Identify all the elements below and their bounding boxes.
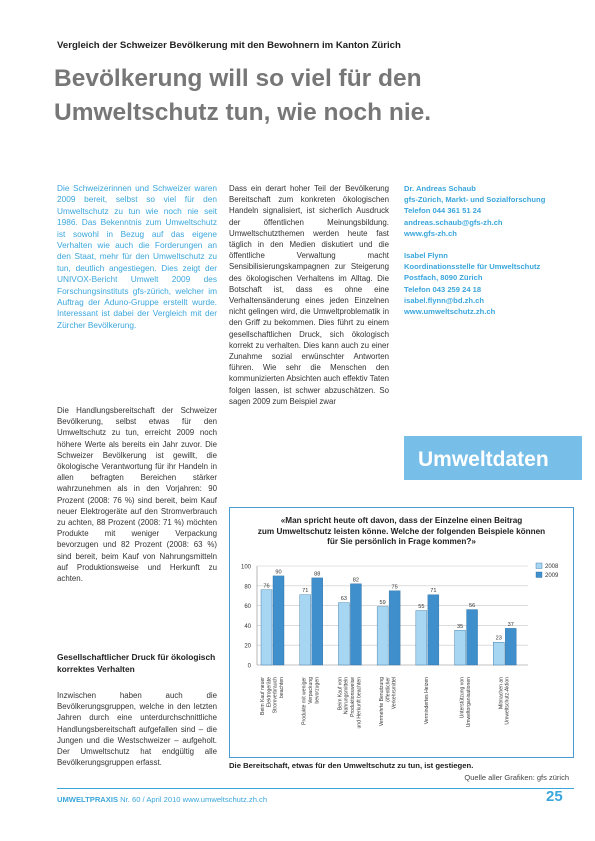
- bar-2009: [312, 578, 323, 665]
- y-tick-label: 20: [244, 643, 251, 650]
- bar-2009: [273, 576, 284, 665]
- footer-issue: Nr. 60 / April 2010: [120, 795, 181, 804]
- contact-website-link[interactable]: www.umweltschutz.zh.ch: [404, 307, 496, 317]
- contact-email-link[interactable]: andreas.schaub@gfs-zh.ch: [404, 217, 503, 227]
- x-category-label: Unterstützung von: [459, 677, 466, 719]
- contact-organisation: gfs-Zürich, Markt- und Sozialforschung: [404, 195, 546, 205]
- chart-caption: Die Bereitschaft, etwas für den Umweltschutz zu tun, ist gestiegen.: [229, 761, 474, 770]
- y-tick-label: 0: [247, 663, 251, 670]
- bar-2008: [455, 630, 466, 665]
- x-category-label: Verpackung: [308, 677, 315, 704]
- lead-paragraph: [57, 183, 217, 331]
- x-category-label: Nahrungsmitteln: [343, 677, 350, 715]
- data-label: 23: [495, 635, 502, 642]
- data-label: 76: [263, 583, 270, 590]
- contact-name: Isabel Flynn: [404, 251, 448, 261]
- x-category-label: Verkehrsmittel: [391, 677, 398, 710]
- data-label: 71: [302, 588, 309, 595]
- bar-2009: [467, 610, 478, 665]
- x-category-label: bevorzugen: [314, 677, 321, 704]
- data-label: 90: [275, 569, 282, 576]
- x-category-label: Vermehrte Benutzung: [379, 677, 386, 727]
- contact-phone: Telefon 043 259 24 18: [404, 284, 482, 294]
- contact-name: Dr. Andreas Schaub: [404, 184, 476, 193]
- bar-2008: [261, 590, 272, 665]
- data-label: 59: [379, 600, 386, 607]
- y-tick-label: 40: [244, 623, 251, 630]
- article-headline: [54, 62, 574, 130]
- x-category-label: Beim Kauf neuer: [260, 677, 266, 715]
- chart-title-line: zum Umweltschutz leisten könne. Welche der folgenden Beispiele können: [257, 526, 546, 536]
- lead-text: Die Schweizerinnen und Schweizer waren 2009 bereit, selbst so viel für den Umweltschutz zu tun wie noch nie seit 1986. Das Bekenntnis zum Umweltschutz ist sowohl in Bezug auf das eigene Verhalten wie auch die Forderungen an den Staat, mehr für den Umweltschutz zu tun, deutlich angestiegen. Dies zeigt der UNIVOX-Bericht Umwelt 2009 des Forschungsinstituts gfs-zürich, welcher im Auftrag der Aduno-Gruppe erstellt wurde. Interessant ist dabei der Vergleich mit der Zürcher Bevölkerung.: [57, 183, 217, 330]
- headline-line-2: Umweltschutz tun, wie noch nie.: [54, 99, 432, 126]
- body-column-2: [229, 183, 389, 407]
- y-tick-label: 60: [244, 604, 251, 611]
- bar-2009: [389, 591, 400, 665]
- page-number: 25: [546, 788, 563, 805]
- article-kicker: Vergleich der Schweizer Bevölkerung mit den Bewohnern im Kanton Zürich: [57, 40, 401, 51]
- data-label: 75: [391, 584, 398, 591]
- body-paragraph-3: Dass ein derart hoher Teil der Bevölkerung Bereitschaft zum konkreten ökologischen Handeln signalisiert, ist sicherlich Ausdruck der öffentlichen Meinungsbildung. Umweltschutzthemen werden heute fast täglich in den Medien diskutiert und die öffentliche Verwaltung macht Sensibilisierungskampagnen zur Steigerung des ökologischen Verhaltens im Alltag. Die Botschaft ist, dass es ohne eine Verhaltensänderung eines jeden Einzelnen nicht gelingen wird, die Umweltproblematik in den Griff zu bekommen. Dies führt zu einem gesellschaftlichen Druck, sich ökologisch korrekt zu verhalten. Dies kann auch zu einer Zunahme sozial erwünschter Antworten führen. Wie sehr die Menschen den kommunizierten Absichten auch effektiv Taten folgen lassen, ist schwer abzuschätzen. So sagen 2009 zum Beispiel zwar: [229, 184, 389, 406]
- headline-line-1: Bevölkerung will so viel für den: [54, 65, 422, 92]
- bar-2008: [493, 642, 504, 665]
- x-category-label: Stromverbrauch: [272, 677, 279, 714]
- data-label: 82: [352, 577, 360, 584]
- x-category-label: Beim Kauf von: [337, 677, 344, 711]
- footer-rule: [57, 788, 574, 789]
- data-label: 37: [507, 621, 514, 628]
- bar-2009: [350, 584, 361, 665]
- chart-source: Quelle aller Grafiken: gfs zürich: [464, 773, 569, 782]
- data-label: 88: [314, 571, 321, 578]
- body-paragraph-2: Inzwischen haben auch die Bevölkerungsgruppen, welche in den letzten Jahren durch eine unterdurchschnittliche Handlungsbereitschaft aufgefallen sind – die Jungen und die Westschweizer – aufgeholt. Der Umweltschutz hat endgültig alle Bevölkerungsgruppen erfasst.: [57, 691, 217, 768]
- legend-swatch: [536, 563, 542, 569]
- bar-2008: [377, 607, 388, 665]
- y-tick-label: 100: [240, 564, 251, 571]
- x-category-label: Umweltschutz-Aktion: [504, 677, 511, 725]
- legend-label: 2009: [545, 573, 559, 579]
- data-label: 63: [340, 596, 348, 603]
- y-tick-label: 80: [244, 584, 251, 591]
- bar-2009: [505, 628, 516, 665]
- data-label: 35: [456, 623, 464, 630]
- footer-url-link[interactable]: www.umweltschutz.zh.ch: [182, 795, 268, 804]
- chart-frame: [229, 507, 574, 758]
- x-category-label: Produktionsweise: [350, 677, 357, 717]
- contact-email-link[interactable]: isabel.flynn@bd.zh.ch: [404, 295, 484, 305]
- bar-2009: [428, 595, 439, 665]
- contact-sidebar: [404, 183, 574, 328]
- body-column-1-continued: [57, 690, 217, 768]
- contact-website-link[interactable]: www.gfs-zh.ch: [404, 228, 457, 238]
- umweltdaten-box: Umweltdaten: [404, 436, 582, 480]
- chart-title-line: «Man spricht heute oft davon, dass der Einzelne einen Beitrag: [280, 516, 523, 525]
- contact-organisation: Koordinationsstelle für Umweltschutz: [404, 262, 541, 272]
- contact-card-schaub: [404, 183, 574, 239]
- chart-title-line: für Sie persönlich in Frage kommen?»: [327, 537, 476, 547]
- x-category-label: Produkte mit weniger: [301, 677, 308, 725]
- bar-chart: [230, 508, 573, 757]
- x-category-label: öffentlicher: [385, 677, 392, 702]
- x-category-label: Vermindertes Heizen: [423, 677, 430, 725]
- body-paragraph-1: Die Handlungsbereitschaft der Schweizer Bevölkerung, selbst etwas für den Umweltschutz zu tun, erreicht 2009 noch höhere Werte als bereits ein Jahr zuvor. Die Schweizer Bevölkerung ist gewillt, die ökologische Verantwortung für ihr Handeln in allen befragten Bereichen stärker wahrzunehmen als in den Vorjahren: 90 Prozent (2008: 76 %) sind bereit, beim Kauf neuer Elektrogeräte auf den Stromverbrauch zu achten, 88 Prozent (2008: 71 %) möchten Produkte mit weniger Verpackung bevorzugen und 82 Prozent (2008: 63 %) sind bereit, beim Kauf von Nahrungsmitteln auf Produktionsweise und Herkunft zu achten.: [57, 406, 217, 584]
- x-category-label: und Herkunft beachten: [356, 677, 363, 729]
- x-category-label: beachten: [278, 677, 285, 698]
- x-category-label: Umweltorganisationen: [465, 677, 472, 728]
- page-footer: [57, 795, 267, 804]
- section-subhead: Gesellschaftlicher Druck für ökologisch korrektes Verhalten: [57, 652, 216, 674]
- legend-swatch: [536, 572, 542, 578]
- data-label: 56: [468, 603, 476, 610]
- contact-address: Postfach, 8090 Zürich: [404, 273, 483, 283]
- x-category-label: Elektrogeräte: [266, 677, 273, 708]
- footer-brand: UMWELTPRAXIS: [57, 795, 119, 804]
- legend-label: 2008: [545, 564, 559, 570]
- bar-2008: [416, 611, 427, 665]
- body-column-1: [57, 405, 217, 584]
- data-label: 55: [418, 604, 425, 611]
- data-label: 71: [430, 588, 437, 595]
- contact-card-flynn: [404, 250, 574, 317]
- x-category-label: Mitmachen an: [498, 677, 505, 709]
- contact-phone: Telefon 044 361 51 24: [404, 206, 482, 216]
- bar-2008: [300, 595, 311, 665]
- bar-2008: [338, 603, 349, 665]
